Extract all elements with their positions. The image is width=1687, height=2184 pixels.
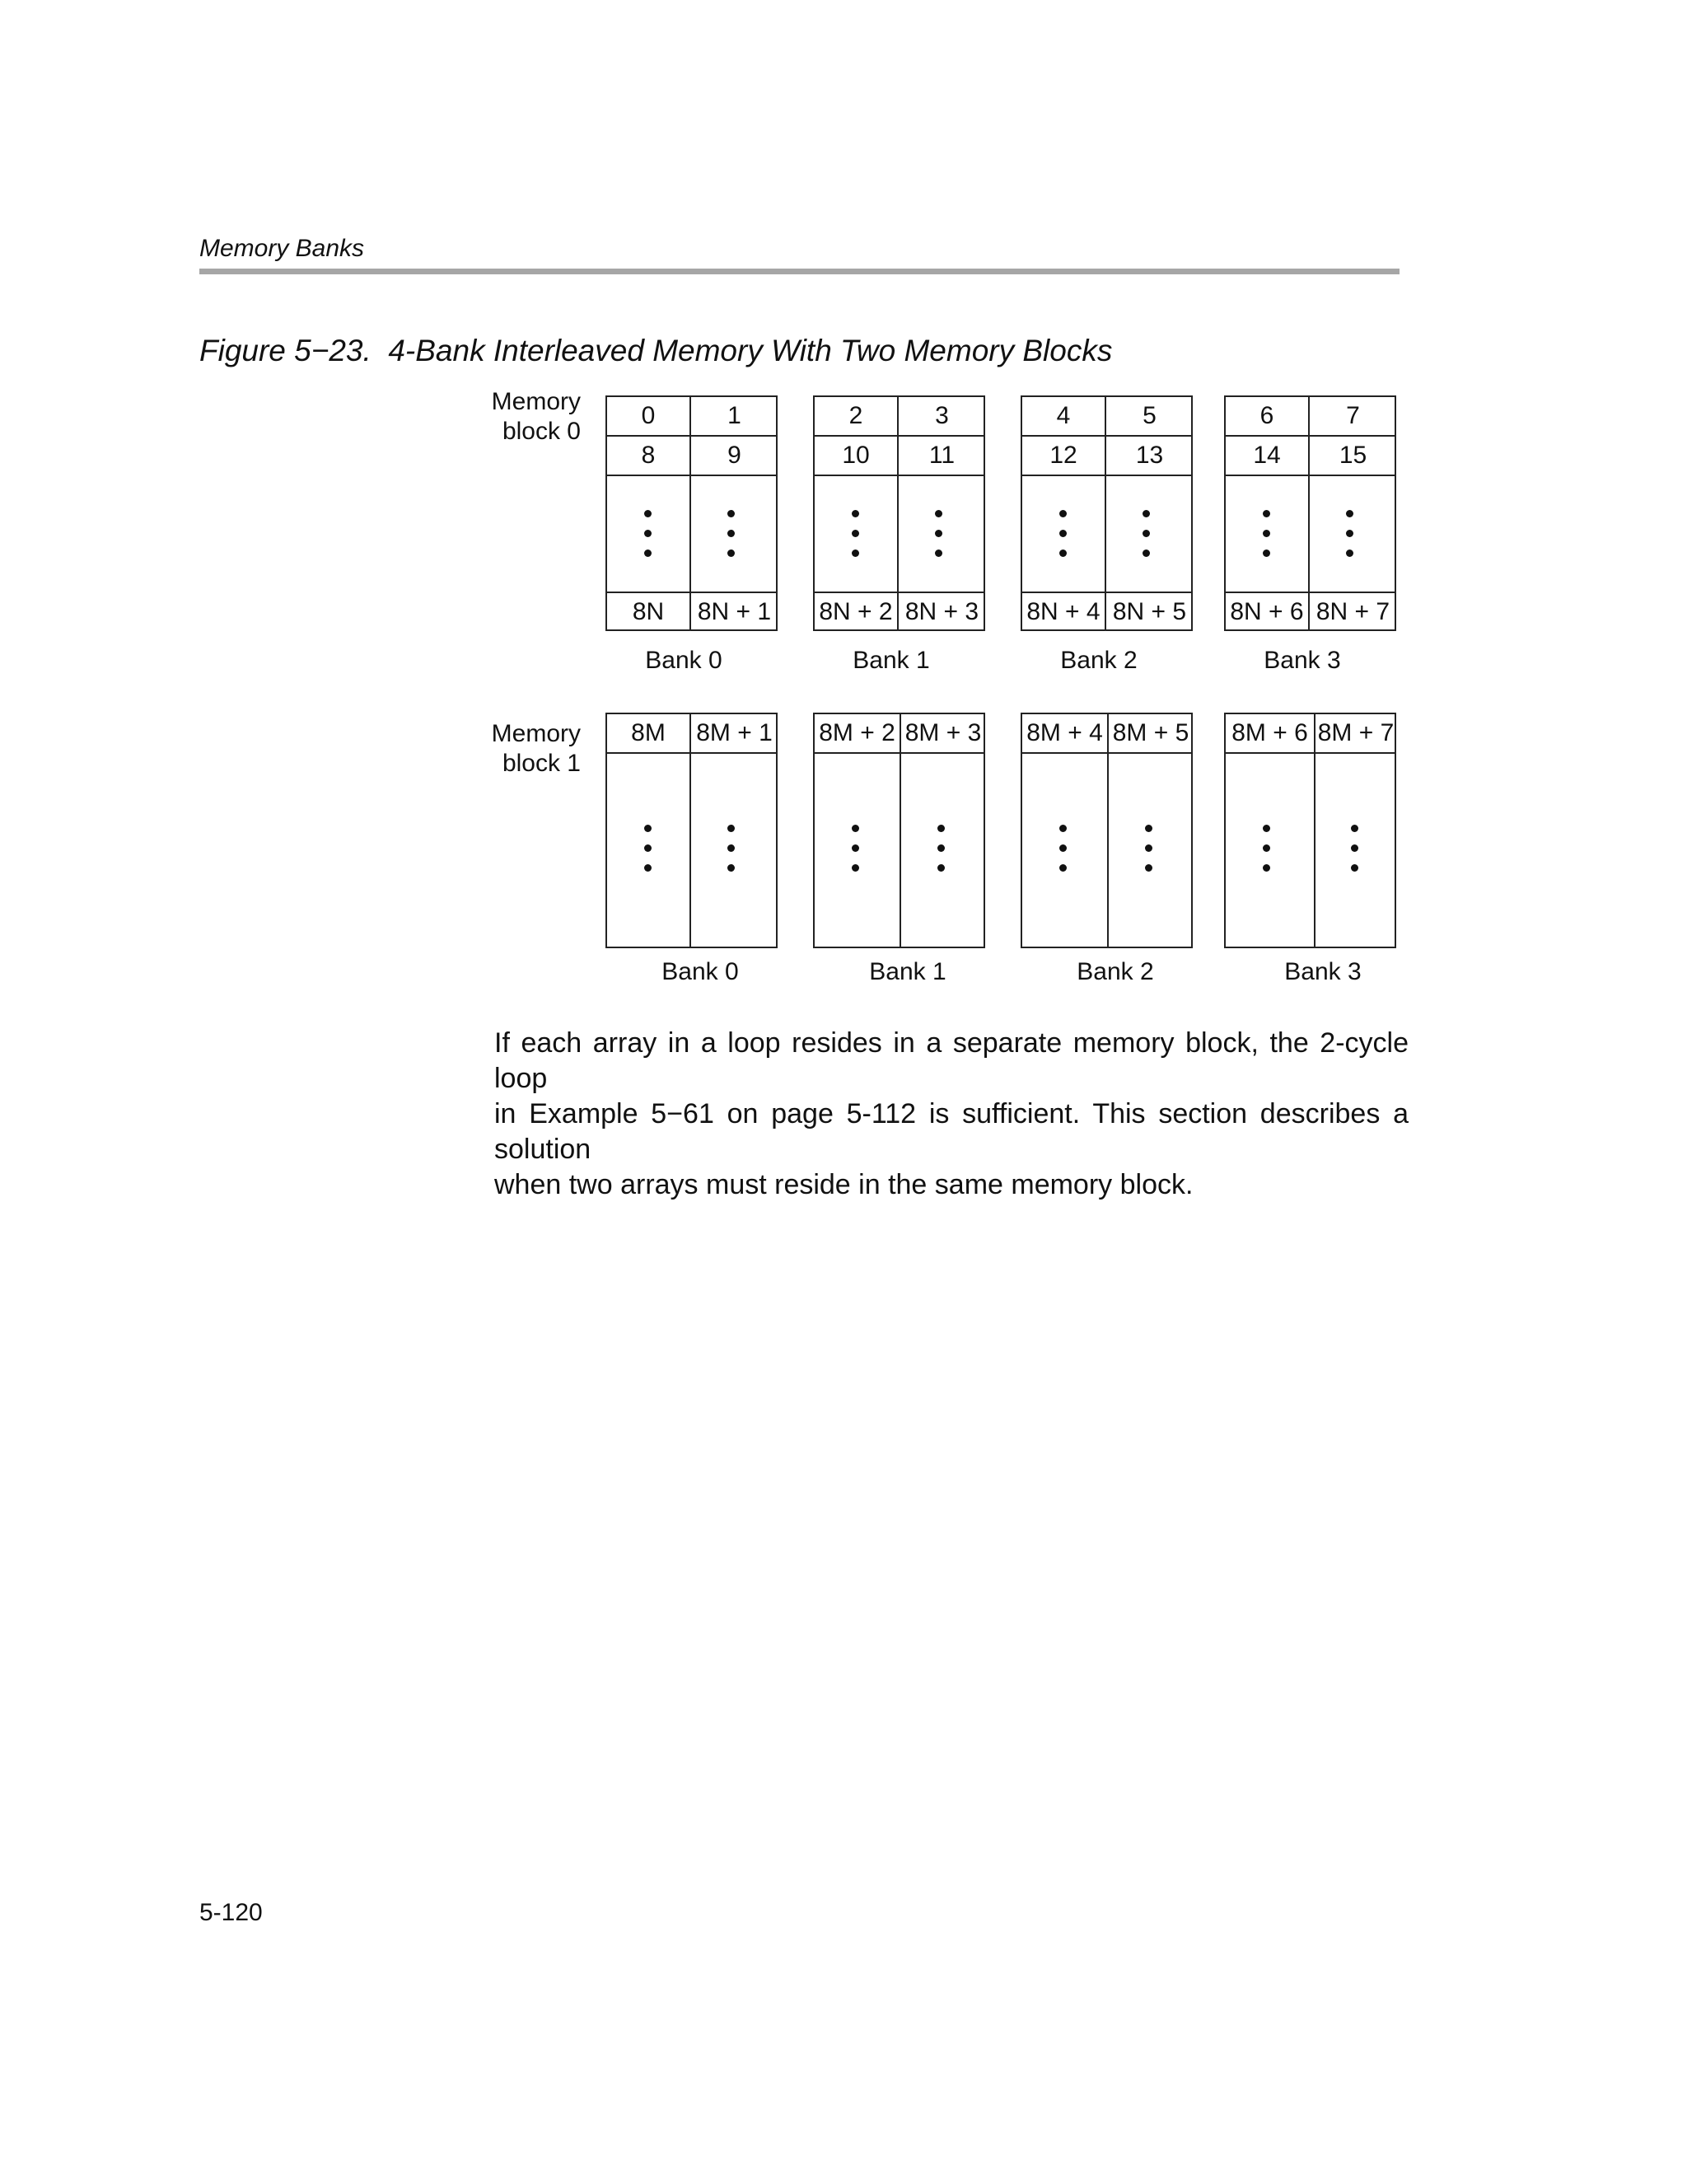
- ellipsis-dot: [1059, 510, 1067, 517]
- running-header: Memory Banks: [199, 235, 365, 262]
- ellipsis-dot: [1143, 510, 1150, 517]
- cell-address: 15: [1339, 442, 1367, 469]
- ellipsis-dot: [1145, 864, 1152, 872]
- memory-block-1-label-line2: block 1: [502, 750, 581, 777]
- memory-block-0-label-line2: block 0: [502, 418, 581, 445]
- block1-bank0: [605, 713, 778, 948]
- ellipsis-dot: [852, 510, 859, 517]
- cell-address: 8N + 1: [697, 598, 772, 625]
- cell-address: 8N + 2: [819, 598, 893, 625]
- block1-bank3: [1224, 713, 1396, 948]
- cell-address: 8M + 2: [819, 719, 895, 746]
- cell-address: 11: [928, 442, 956, 469]
- bank-label-block1-bank3: Bank 3: [1284, 958, 1362, 985]
- ellipsis-dot: [1346, 550, 1353, 557]
- cell-address: 8M + 3: [904, 719, 982, 746]
- ellipsis-dot: [727, 844, 735, 852]
- row-divider: [1022, 752, 1191, 754]
- ellipsis-dot: [1351, 844, 1358, 852]
- cell-address: 8M + 1: [696, 719, 773, 746]
- ellipsis-dot: [727, 825, 735, 832]
- ellipsis-dot: [852, 825, 859, 832]
- row-divider: [815, 752, 984, 754]
- row-divider: [1226, 475, 1395, 476]
- ellipsis-dot: [644, 864, 652, 872]
- body-paragraph: [494, 1026, 1409, 1203]
- cell-address: 5: [1143, 402, 1157, 429]
- ellipsis-dot: [1351, 825, 1358, 832]
- ellipsis-dot: [727, 530, 735, 537]
- ellipsis-dot: [1351, 864, 1358, 872]
- ellipsis-dot: [644, 844, 652, 852]
- cell-address: 2: [848, 402, 863, 429]
- row-divider: [607, 752, 776, 754]
- ellipsis-dot: [1059, 825, 1067, 832]
- ellipsis-dot: [1263, 530, 1270, 537]
- row-divider: [607, 475, 776, 476]
- block1-bank2: [1021, 713, 1193, 948]
- ellipsis-dot: [935, 510, 942, 517]
- bank-label-block1-bank2: Bank 2: [1077, 958, 1154, 985]
- cell-address: 3: [935, 402, 949, 429]
- cell-address: 8N: [632, 598, 665, 625]
- bank-label-block0-bank1: Bank 1: [853, 647, 930, 674]
- ellipsis-dot: [644, 530, 652, 537]
- ellipsis-dot: [852, 550, 859, 557]
- ellipsis-dot: [937, 825, 945, 832]
- ellipsis-dot: [727, 864, 735, 872]
- row-divider: [1022, 592, 1191, 593]
- bank-label-block0-bank0: Bank 0: [645, 647, 722, 674]
- ellipsis-dot: [1346, 530, 1353, 537]
- row-divider: [1022, 475, 1191, 476]
- ellipsis-dot: [644, 510, 652, 517]
- cell-address: 8M + 4: [1026, 719, 1103, 746]
- cell-address: 8M + 6: [1231, 719, 1308, 746]
- ellipsis-dot: [935, 550, 942, 557]
- block0-bank2: [1021, 395, 1193, 631]
- cell-address: 6: [1259, 402, 1274, 429]
- ellipsis-dot: [1143, 550, 1150, 557]
- cell-address: 8N + 3: [904, 598, 979, 625]
- memory-block-0-label-line1: Memory: [491, 388, 581, 415]
- cell-address: 4: [1056, 402, 1071, 429]
- bank-divider: [689, 397, 691, 629]
- bank-divider: [1308, 397, 1310, 629]
- bank-divider: [1107, 714, 1109, 947]
- bank-divider: [689, 714, 691, 947]
- ellipsis-dot: [644, 550, 652, 557]
- block0-bank1: [813, 395, 985, 631]
- bank-divider: [1105, 397, 1106, 629]
- bank-label-block1-bank0: Bank 0: [661, 958, 739, 985]
- figure-caption: Figure 5−23. 4-Bank Interleaved Memory With Two Memory Blocks: [199, 334, 1113, 367]
- cell-address: 12: [1049, 442, 1077, 469]
- row-divider: [815, 475, 984, 476]
- ellipsis-dot: [852, 844, 859, 852]
- ellipsis-dot: [1059, 844, 1067, 852]
- ellipsis-dot: [1263, 825, 1270, 832]
- cell-address: 8N + 7: [1315, 598, 1390, 625]
- ellipsis-dot: [1263, 550, 1270, 557]
- cell-address: 10: [842, 442, 870, 469]
- ellipsis-dot: [852, 530, 859, 537]
- cell-address: 8M: [631, 719, 666, 746]
- page-number: 5-120: [199, 1899, 263, 1926]
- body-line: in Example 5−61 on page 5-112 is sufficient. This section describes a solution: [494, 1098, 1409, 1165]
- body-line: when two arrays must reside in the same memory block.: [494, 1169, 1194, 1200]
- bank-divider: [900, 714, 901, 947]
- memory-block-1-label: [416, 719, 581, 779]
- cell-address: 8N + 4: [1026, 598, 1101, 625]
- bank-label-block0-bank2: Bank 2: [1060, 647, 1138, 674]
- ellipsis-dot: [1346, 510, 1353, 517]
- ellipsis-dot: [935, 530, 942, 537]
- row-divider: [1022, 435, 1191, 437]
- row-divider: [1226, 592, 1395, 593]
- row-divider: [815, 435, 984, 437]
- body-line: If each array in a loop resides in a separate memory block, the 2-cycle loop: [494, 1027, 1409, 1094]
- ellipsis-dot: [937, 844, 945, 852]
- ellipsis-dot: [1145, 844, 1152, 852]
- block0-bank0: [605, 395, 778, 631]
- bank-label-block1-bank1: Bank 1: [869, 958, 946, 985]
- ellipsis-dot: [937, 864, 945, 872]
- cell-address: 1: [727, 402, 741, 429]
- ellipsis-dot: [1143, 530, 1150, 537]
- memory-block-1-label-line1: Memory: [491, 720, 581, 747]
- bank-divider: [897, 397, 899, 629]
- ellipsis-dot: [1145, 825, 1152, 832]
- ellipsis-dot: [852, 864, 859, 872]
- ellipsis-dot: [1059, 550, 1067, 557]
- row-divider: [1226, 752, 1395, 754]
- cell-address: 13: [1135, 442, 1164, 469]
- row-divider: [815, 592, 984, 593]
- ellipsis-dot: [1263, 864, 1270, 872]
- cell-address: 8: [641, 442, 656, 469]
- ellipsis-dot: [644, 825, 652, 832]
- ellipsis-dot: [727, 510, 735, 517]
- bank-label-block0-bank3: Bank 3: [1264, 647, 1341, 674]
- cell-address: 14: [1253, 442, 1281, 469]
- ellipsis-dot: [1059, 530, 1067, 537]
- cell-address: 8N + 6: [1230, 598, 1304, 625]
- memory-block-0-label: [416, 387, 581, 447]
- ellipsis-dot: [727, 550, 735, 557]
- cell-address: 9: [727, 442, 741, 469]
- ellipsis-dot: [1263, 844, 1270, 852]
- row-divider: [607, 592, 776, 593]
- row-divider: [1226, 435, 1395, 437]
- block0-bank3: [1224, 395, 1396, 631]
- cell-address: 8M + 5: [1112, 719, 1189, 746]
- cell-address: 8M + 7: [1317, 719, 1395, 746]
- cell-address: 8N + 5: [1112, 598, 1187, 625]
- cell-address: 0: [641, 402, 656, 429]
- row-divider: [607, 435, 776, 437]
- bank-divider: [1314, 714, 1315, 947]
- ellipsis-dot: [1263, 510, 1270, 517]
- cell-address: 7: [1346, 402, 1360, 429]
- block1-bank1: [813, 713, 985, 948]
- ellipsis-dot: [1059, 864, 1067, 872]
- header-rule: [199, 269, 1400, 274]
